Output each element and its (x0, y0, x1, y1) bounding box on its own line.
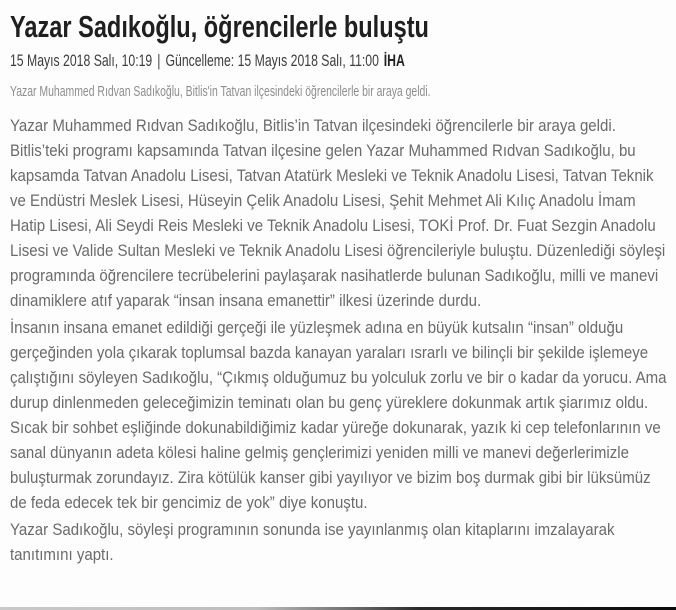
article-paragraph-2: İnsanın insana emanet edildiği gerçeği ile yüzleşmek adına en büyük kutsalın “insan” olduğu gerçeğinden yola çıkarak toplumsal bazda kanayan yaraları ısrarlı ve bilinçli bir şekilde işlemeye çalıştığını söyleyen Sadıkoğlu, “Çıkmış olduğumuz bu yolculuk zorlu ve bir o kadar da yorucu. Ama durup dinlenmeden geleceğimizin teminatı olan bu genç yüreklere dokunmak artık şiarımız oldu. Sıcak bir sohbet eşliğinde dokunabildiğimiz kadar yüreğe dokunarak, yazık ki cep telefonlarının ve sanal dünyanın adeta kölesi haline gelmiş gençlerimizi yeniden milli ve manevi değerlerimizle buluşturmak zorundayız. Zira kötülük kanser gibi yayılıyor ve bizim boş durmak gibi bir lüksümüz de feda edecek tek bir gencimiz de yok” diye konuştu. (10, 318, 667, 512)
meta-separator: | (157, 51, 161, 70)
updated-date: 15 Mayıs 2018 Salı, 11:00 (237, 51, 379, 70)
article-body (10, 113, 668, 567)
published-date: 15 Mayıs 2018 Salı, 10:19 (10, 51, 153, 70)
article-title: Yazar Sadıkoğlu, öğrencilerle buluştu (10, 9, 429, 44)
updated-label: Güncelleme: (165, 51, 235, 70)
article-paragraph-1: Yazar Muhammed Rıdvan Sadıkoğlu, Bitlis’in Tatvan ilçesindeki öğrencilerle bir araya geldi. Bitlis’teki programı kapsamında Tatvan ilçesine gelen Yazar Muhammed Rıdvan Sadıkoğlu, bu kapsamda Tatvan Anadolu Lisesi, Tatvan Atatürk Mesleki ve Teknik Anadolu Lisesi, Tatvan Teknik ve Endüstri Meslek Lisesi, Hüseyin Çelik Anadolu Lisesi, Şehit Mehmet Ali Kılıç Anadolu İmam Hatip Lisesi, Ali Seydi Reis Mesleki ve Teknik Anadolu Lisesi, TOKİ Prof. Dr. Fuat Sezgin Anadolu Lisesi ve Valide Sultan Mesleki ve Teknik Anadolu Lisesi öğrencileriyle buluştu. Düzenlediği söyleşi programında öğrencilere tecrübelerini paylaşarak nasihatlerde bulunan Sadıkoğlu, milli ve manevi dinamiklere atıf yaparak “insan insana emanettir” ilkesi üzerinde durdu. (10, 116, 666, 310)
article-summary: Yazar Muhammed Rıdvan Sadıkoğlu, Bitlis'in Tatvan ilçesindeki öğrencilerle bir araya geldi. (10, 84, 431, 100)
article-meta-line (10, 51, 405, 71)
news-agency-label: İHA (383, 51, 405, 70)
article-meta (10, 51, 676, 71)
article-paragraph-3: Yazar Sadıkoğlu, söyleşi programının sonunda ise yayınlanmış olan kitaplarını imzalayarak tanıtımını yaptı. (10, 520, 615, 564)
